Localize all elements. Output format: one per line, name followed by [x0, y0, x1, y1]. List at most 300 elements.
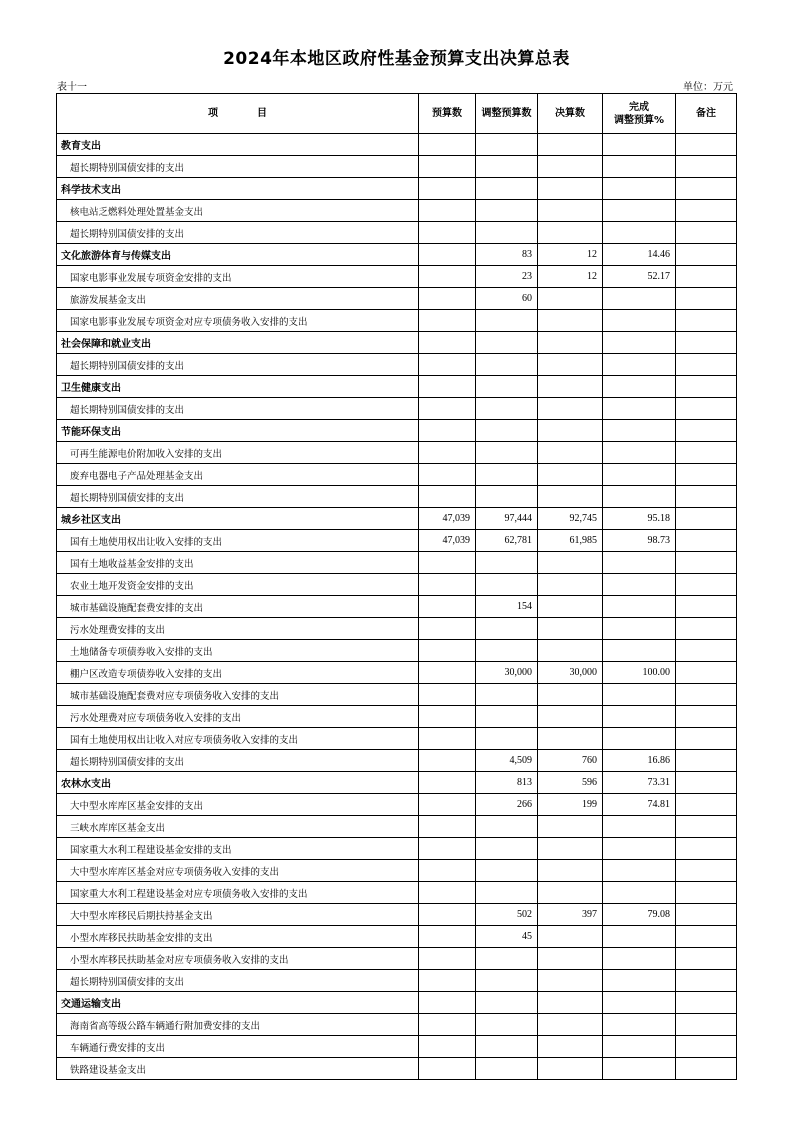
cell-completion-pct	[603, 640, 676, 662]
cell-completion-pct	[603, 992, 676, 1014]
cell-adjusted	[476, 816, 538, 838]
cell-final: 596	[538, 772, 603, 794]
cell-budget: 47,039	[419, 508, 476, 530]
cell-item-name: 车辆通行费安排的支出	[57, 1036, 419, 1058]
cell-note	[676, 464, 737, 486]
cell-completion-pct	[603, 354, 676, 376]
table-row	[57, 222, 737, 244]
cell-budget	[419, 288, 476, 310]
cell-budget	[419, 750, 476, 772]
cell-completion-pct	[603, 420, 676, 442]
cell-final	[538, 728, 603, 750]
table-row	[57, 200, 737, 222]
cell-completion-pct	[603, 332, 676, 354]
cell-item-name: 卫生健康支出	[57, 376, 419, 398]
cell-final	[538, 464, 603, 486]
table-row	[57, 838, 737, 860]
cell-item-name: 土地储备专项债券收入安排的支出	[57, 640, 419, 662]
cell-final	[538, 882, 603, 904]
cell-note	[676, 574, 737, 596]
cell-budget	[419, 486, 476, 508]
cell-item-name: 节能环保支出	[57, 420, 419, 442]
cell-adjusted	[476, 1014, 538, 1036]
cell-adjusted: 4,509	[476, 750, 538, 772]
cell-adjusted	[476, 310, 538, 332]
cell-note	[676, 816, 737, 838]
table-row	[57, 618, 737, 640]
cell-adjusted	[476, 178, 538, 200]
cell-adjusted: 813	[476, 772, 538, 794]
cell-adjusted	[476, 200, 538, 222]
cell-completion-pct	[603, 222, 676, 244]
cell-budget	[419, 552, 476, 574]
cell-item-name: 社会保障和就业支出	[57, 332, 419, 354]
cell-final	[538, 838, 603, 860]
cell-final	[538, 618, 603, 640]
cell-note	[676, 332, 737, 354]
cell-note	[676, 200, 737, 222]
cell-final	[538, 420, 603, 442]
cell-item-name: 国家电影事业发展专项资金安排的支出	[57, 266, 419, 288]
cell-item-name: 城乡社区支出	[57, 508, 419, 530]
cell-completion-pct	[603, 860, 676, 882]
cell-completion-pct	[603, 706, 676, 728]
cell-adjusted	[476, 618, 538, 640]
table-row	[57, 662, 737, 684]
cell-adjusted	[476, 464, 538, 486]
cell-note	[676, 618, 737, 640]
cell-budget	[419, 398, 476, 420]
table-row	[57, 904, 737, 926]
table-row	[57, 926, 737, 948]
cell-budget	[419, 706, 476, 728]
cell-item-name: 农林水支出	[57, 772, 419, 794]
cell-item-name: 超长期特别国债安排的支出	[57, 354, 419, 376]
cell-adjusted: 154	[476, 596, 538, 618]
table-row	[57, 552, 737, 574]
cell-item-name: 废弃电器电子产品处理基金支出	[57, 464, 419, 486]
cell-completion-pct: 52.17	[603, 266, 676, 288]
cell-adjusted	[476, 684, 538, 706]
cell-final: 30,000	[538, 662, 603, 684]
cell-final	[538, 640, 603, 662]
cell-item-name: 可再生能源电价附加收入安排的支出	[57, 442, 419, 464]
table-row	[57, 970, 737, 992]
cell-completion-pct	[603, 552, 676, 574]
cell-item-name: 国家电影事业发展专项资金对应专项债务收入安排的支出	[57, 310, 419, 332]
cell-note	[676, 992, 737, 1014]
header-item	[57, 94, 419, 134]
cell-note	[676, 1014, 737, 1036]
cell-adjusted	[476, 706, 538, 728]
cell-adjusted: 97,444	[476, 508, 538, 530]
cell-adjusted	[476, 420, 538, 442]
cell-final	[538, 970, 603, 992]
expenditure-table	[56, 93, 737, 1080]
cell-budget	[419, 178, 476, 200]
cell-final	[538, 596, 603, 618]
cell-note	[676, 244, 737, 266]
table-row	[57, 288, 737, 310]
cell-budget	[419, 926, 476, 948]
cell-completion-pct: 95.18	[603, 508, 676, 530]
cell-final	[538, 376, 603, 398]
cell-completion-pct	[603, 134, 676, 156]
table-body	[57, 134, 737, 1080]
cell-completion-pct: 16.86	[603, 750, 676, 772]
cell-budget	[419, 618, 476, 640]
table-row	[57, 1058, 737, 1080]
cell-item-name: 大中型水库库区基金安排的支出	[57, 794, 419, 816]
cell-budget	[419, 640, 476, 662]
cell-completion-pct: 14.46	[603, 244, 676, 266]
cell-budget	[419, 134, 476, 156]
cell-budget	[419, 882, 476, 904]
cell-note	[676, 904, 737, 926]
cell-adjusted	[476, 574, 538, 596]
cell-completion-pct: 73.31	[603, 772, 676, 794]
header-budget: 预算数	[419, 94, 476, 134]
cell-note	[676, 750, 737, 772]
cell-final: 12	[538, 244, 603, 266]
header-row	[57, 94, 737, 134]
cell-completion-pct	[603, 574, 676, 596]
cell-note	[676, 684, 737, 706]
cell-budget	[419, 838, 476, 860]
table-row	[57, 442, 737, 464]
cell-item-name: 国有土地使用权出让收入对应专项债务收入安排的支出	[57, 728, 419, 750]
cell-item-name: 大中型水库库区基金对应专项债务收入安排的支出	[57, 860, 419, 882]
cell-note	[676, 926, 737, 948]
cell-final	[538, 200, 603, 222]
cell-budget	[419, 156, 476, 178]
cell-budget	[419, 794, 476, 816]
cell-budget	[419, 992, 476, 1014]
cell-completion-pct	[603, 310, 676, 332]
cell-budget	[419, 200, 476, 222]
cell-final	[538, 860, 603, 882]
cell-completion-pct	[603, 288, 676, 310]
cell-final	[538, 222, 603, 244]
table-row	[57, 530, 737, 552]
cell-final	[538, 1036, 603, 1058]
cell-final	[538, 156, 603, 178]
cell-budget	[419, 266, 476, 288]
cell-adjusted: 23	[476, 266, 538, 288]
cell-adjusted: 60	[476, 288, 538, 310]
cell-adjusted	[476, 1036, 538, 1058]
table-row	[57, 750, 737, 772]
cell-adjusted: 83	[476, 244, 538, 266]
header-completion-top: 完成	[629, 101, 649, 113]
header-completion	[603, 94, 676, 134]
cell-adjusted	[476, 838, 538, 860]
cell-item-name: 城市基础设施配套费安排的支出	[57, 596, 419, 618]
cell-item-name: 超长期特别国债安排的支出	[57, 222, 419, 244]
cell-budget	[419, 662, 476, 684]
cell-completion-pct: 100.00	[603, 662, 676, 684]
header-final: 决算数	[538, 94, 603, 134]
cell-note	[676, 838, 737, 860]
cell-final	[538, 684, 603, 706]
cell-budget	[419, 860, 476, 882]
cell-adjusted: 62,781	[476, 530, 538, 552]
cell-note	[676, 178, 737, 200]
cell-note	[676, 442, 737, 464]
cell-item-name: 超长期特别国债安排的支出	[57, 486, 419, 508]
cell-budget	[419, 728, 476, 750]
cell-budget	[419, 596, 476, 618]
cell-final: 12	[538, 266, 603, 288]
cell-adjusted	[476, 332, 538, 354]
cell-final	[538, 574, 603, 596]
cell-final: 92,745	[538, 508, 603, 530]
cell-budget	[419, 420, 476, 442]
cell-completion-pct	[603, 596, 676, 618]
cell-note	[676, 772, 737, 794]
cell-item-name: 海南省高等级公路车辆通行附加费安排的支出	[57, 1014, 419, 1036]
cell-note	[676, 530, 737, 552]
cell-note	[676, 156, 737, 178]
cell-budget	[419, 1058, 476, 1080]
cell-final: 199	[538, 794, 603, 816]
cell-budget	[419, 970, 476, 992]
table-row	[57, 860, 737, 882]
cell-item-name: 污水处理费对应专项债务收入安排的支出	[57, 706, 419, 728]
cell-budget	[419, 310, 476, 332]
cell-final	[538, 398, 603, 420]
cell-note	[676, 486, 737, 508]
cell-note	[676, 508, 737, 530]
category-row	[57, 332, 737, 354]
cell-note	[676, 222, 737, 244]
cell-item-name: 铁路建设基金支出	[57, 1058, 419, 1080]
category-row	[57, 992, 737, 1014]
table-row	[57, 948, 737, 970]
cell-note	[676, 882, 737, 904]
cell-item-name: 国家重大水利工程建设基金对应专项债务收入安排的支出	[57, 882, 419, 904]
cell-item-name: 科学技术支出	[57, 178, 419, 200]
cell-completion-pct: 74.81	[603, 794, 676, 816]
cell-final	[538, 948, 603, 970]
cell-note	[676, 376, 737, 398]
cell-item-name: 国家重大水利工程建设基金安排的支出	[57, 838, 419, 860]
cell-adjusted	[476, 948, 538, 970]
table-row	[57, 464, 737, 486]
cell-adjusted	[476, 552, 538, 574]
cell-budget	[419, 464, 476, 486]
cell-note	[676, 266, 737, 288]
cell-note	[676, 552, 737, 574]
table-row	[57, 794, 737, 816]
cell-item-name: 小型水库移民扶助基金安排的支出	[57, 926, 419, 948]
cell-item-name: 棚户区改造专项债券收入安排的支出	[57, 662, 419, 684]
cell-note	[676, 970, 737, 992]
cell-completion-pct	[603, 926, 676, 948]
cell-completion-pct	[603, 464, 676, 486]
cell-item-name: 超长期特别国债安排的支出	[57, 156, 419, 178]
table-row	[57, 310, 737, 332]
header-item-a: 项	[208, 108, 219, 119]
cell-final	[538, 442, 603, 464]
cell-budget	[419, 816, 476, 838]
category-row	[57, 376, 737, 398]
cell-completion-pct	[603, 178, 676, 200]
cell-adjusted	[476, 728, 538, 750]
cell-budget	[419, 904, 476, 926]
cell-item-name: 超长期特别国债安排的支出	[57, 398, 419, 420]
cell-adjusted	[476, 134, 538, 156]
category-row	[57, 772, 737, 794]
cell-budget	[419, 1036, 476, 1058]
cell-budget: 47,039	[419, 530, 476, 552]
cell-budget	[419, 442, 476, 464]
cell-note	[676, 596, 737, 618]
cell-completion-pct	[603, 156, 676, 178]
cell-note	[676, 860, 737, 882]
cell-adjusted	[476, 970, 538, 992]
header-note: 备注	[676, 94, 737, 134]
cell-completion-pct	[603, 486, 676, 508]
cell-adjusted	[476, 156, 538, 178]
cell-note	[676, 420, 737, 442]
cell-completion-pct	[603, 684, 676, 706]
cell-budget	[419, 574, 476, 596]
cell-final	[538, 1014, 603, 1036]
cell-budget	[419, 1014, 476, 1036]
cell-item-name: 国有土地收益基金安排的支出	[57, 552, 419, 574]
cell-item-name: 污水处理费安排的支出	[57, 618, 419, 640]
cell-completion-pct	[603, 1036, 676, 1058]
table-row	[57, 1036, 737, 1058]
cell-budget	[419, 354, 476, 376]
cell-adjusted: 45	[476, 926, 538, 948]
table-row	[57, 354, 737, 376]
cell-final	[538, 706, 603, 728]
cell-note	[676, 662, 737, 684]
cell-completion-pct	[603, 442, 676, 464]
cell-item-name: 超长期特别国债安排的支出	[57, 970, 419, 992]
cell-final	[538, 288, 603, 310]
header-item-b: 目	[256, 108, 267, 119]
cell-completion-pct	[603, 376, 676, 398]
cell-final	[538, 1058, 603, 1080]
cell-note	[676, 948, 737, 970]
cell-item-name: 农业土地开发资金安排的支出	[57, 574, 419, 596]
table-row	[57, 486, 737, 508]
cell-item-name: 教育支出	[57, 134, 419, 156]
table-row	[57, 596, 737, 618]
table-row	[57, 728, 737, 750]
cell-completion-pct	[603, 618, 676, 640]
cell-adjusted	[476, 354, 538, 376]
cell-budget	[419, 948, 476, 970]
header-completion-bottom: 调整预算%	[613, 114, 665, 126]
cell-final: 397	[538, 904, 603, 926]
cell-final: 760	[538, 750, 603, 772]
cell-adjusted: 30,000	[476, 662, 538, 684]
category-row	[57, 134, 737, 156]
cell-item-name: 国有土地使用权出让收入安排的支出	[57, 530, 419, 552]
cell-final	[538, 992, 603, 1014]
page-title: 2024年本地区政府性基金预算支出决算总表	[223, 49, 570, 69]
cell-adjusted: 502	[476, 904, 538, 926]
cell-final	[538, 486, 603, 508]
category-row	[57, 508, 737, 530]
table-row	[57, 156, 737, 178]
cell-budget	[419, 332, 476, 354]
cell-item-name: 大中型水库移民后期扶持基金支出	[57, 904, 419, 926]
cell-completion-pct	[603, 970, 676, 992]
cell-final	[538, 310, 603, 332]
cell-final	[538, 552, 603, 574]
cell-completion-pct	[603, 882, 676, 904]
cell-note	[676, 706, 737, 728]
table-row	[57, 1014, 737, 1036]
cell-completion-pct	[603, 838, 676, 860]
cell-note	[676, 794, 737, 816]
cell-adjusted	[476, 486, 538, 508]
cell-budget	[419, 244, 476, 266]
cell-budget	[419, 222, 476, 244]
cell-final	[538, 816, 603, 838]
cell-note	[676, 398, 737, 420]
cell-note	[676, 1058, 737, 1080]
cell-note	[676, 640, 737, 662]
cell-completion-pct: 98.73	[603, 530, 676, 552]
cell-note	[676, 310, 737, 332]
cell-adjusted: 266	[476, 794, 538, 816]
cell-completion-pct	[603, 398, 676, 420]
table-row	[57, 706, 737, 728]
cell-completion-pct	[603, 1014, 676, 1036]
cell-final	[538, 178, 603, 200]
cell-item-name: 超长期特别国债安排的支出	[57, 750, 419, 772]
unit-label: 单位：万元	[683, 82, 733, 93]
cell-final	[538, 332, 603, 354]
cell-budget	[419, 772, 476, 794]
table-row	[57, 684, 737, 706]
cell-completion-pct	[603, 948, 676, 970]
cell-item-name: 三峡水库库区基金支出	[57, 816, 419, 838]
cell-adjusted	[476, 992, 538, 1014]
cell-item-name: 文化旅游体育与传媒支出	[57, 244, 419, 266]
category-row	[57, 178, 737, 200]
category-row	[57, 420, 737, 442]
cell-item-name: 交通运输支出	[57, 992, 419, 1014]
cell-completion-pct	[603, 1058, 676, 1080]
cell-item-name: 旅游发展基金支出	[57, 288, 419, 310]
cell-adjusted	[476, 640, 538, 662]
cell-budget	[419, 684, 476, 706]
cell-adjusted	[476, 222, 538, 244]
cell-completion-pct	[603, 728, 676, 750]
cell-item-name: 小型水库移民扶助基金对应专项债务收入安排的支出	[57, 948, 419, 970]
cell-completion-pct	[603, 816, 676, 838]
cell-note	[676, 728, 737, 750]
table-row	[57, 640, 737, 662]
cell-adjusted	[476, 398, 538, 420]
cell-adjusted	[476, 376, 538, 398]
cell-adjusted	[476, 442, 538, 464]
table-number: 表十一	[57, 82, 87, 93]
table-row	[57, 574, 737, 596]
cell-final	[538, 134, 603, 156]
cell-final	[538, 354, 603, 376]
cell-note	[676, 1036, 737, 1058]
cell-final: 61,985	[538, 530, 603, 552]
table-row	[57, 816, 737, 838]
